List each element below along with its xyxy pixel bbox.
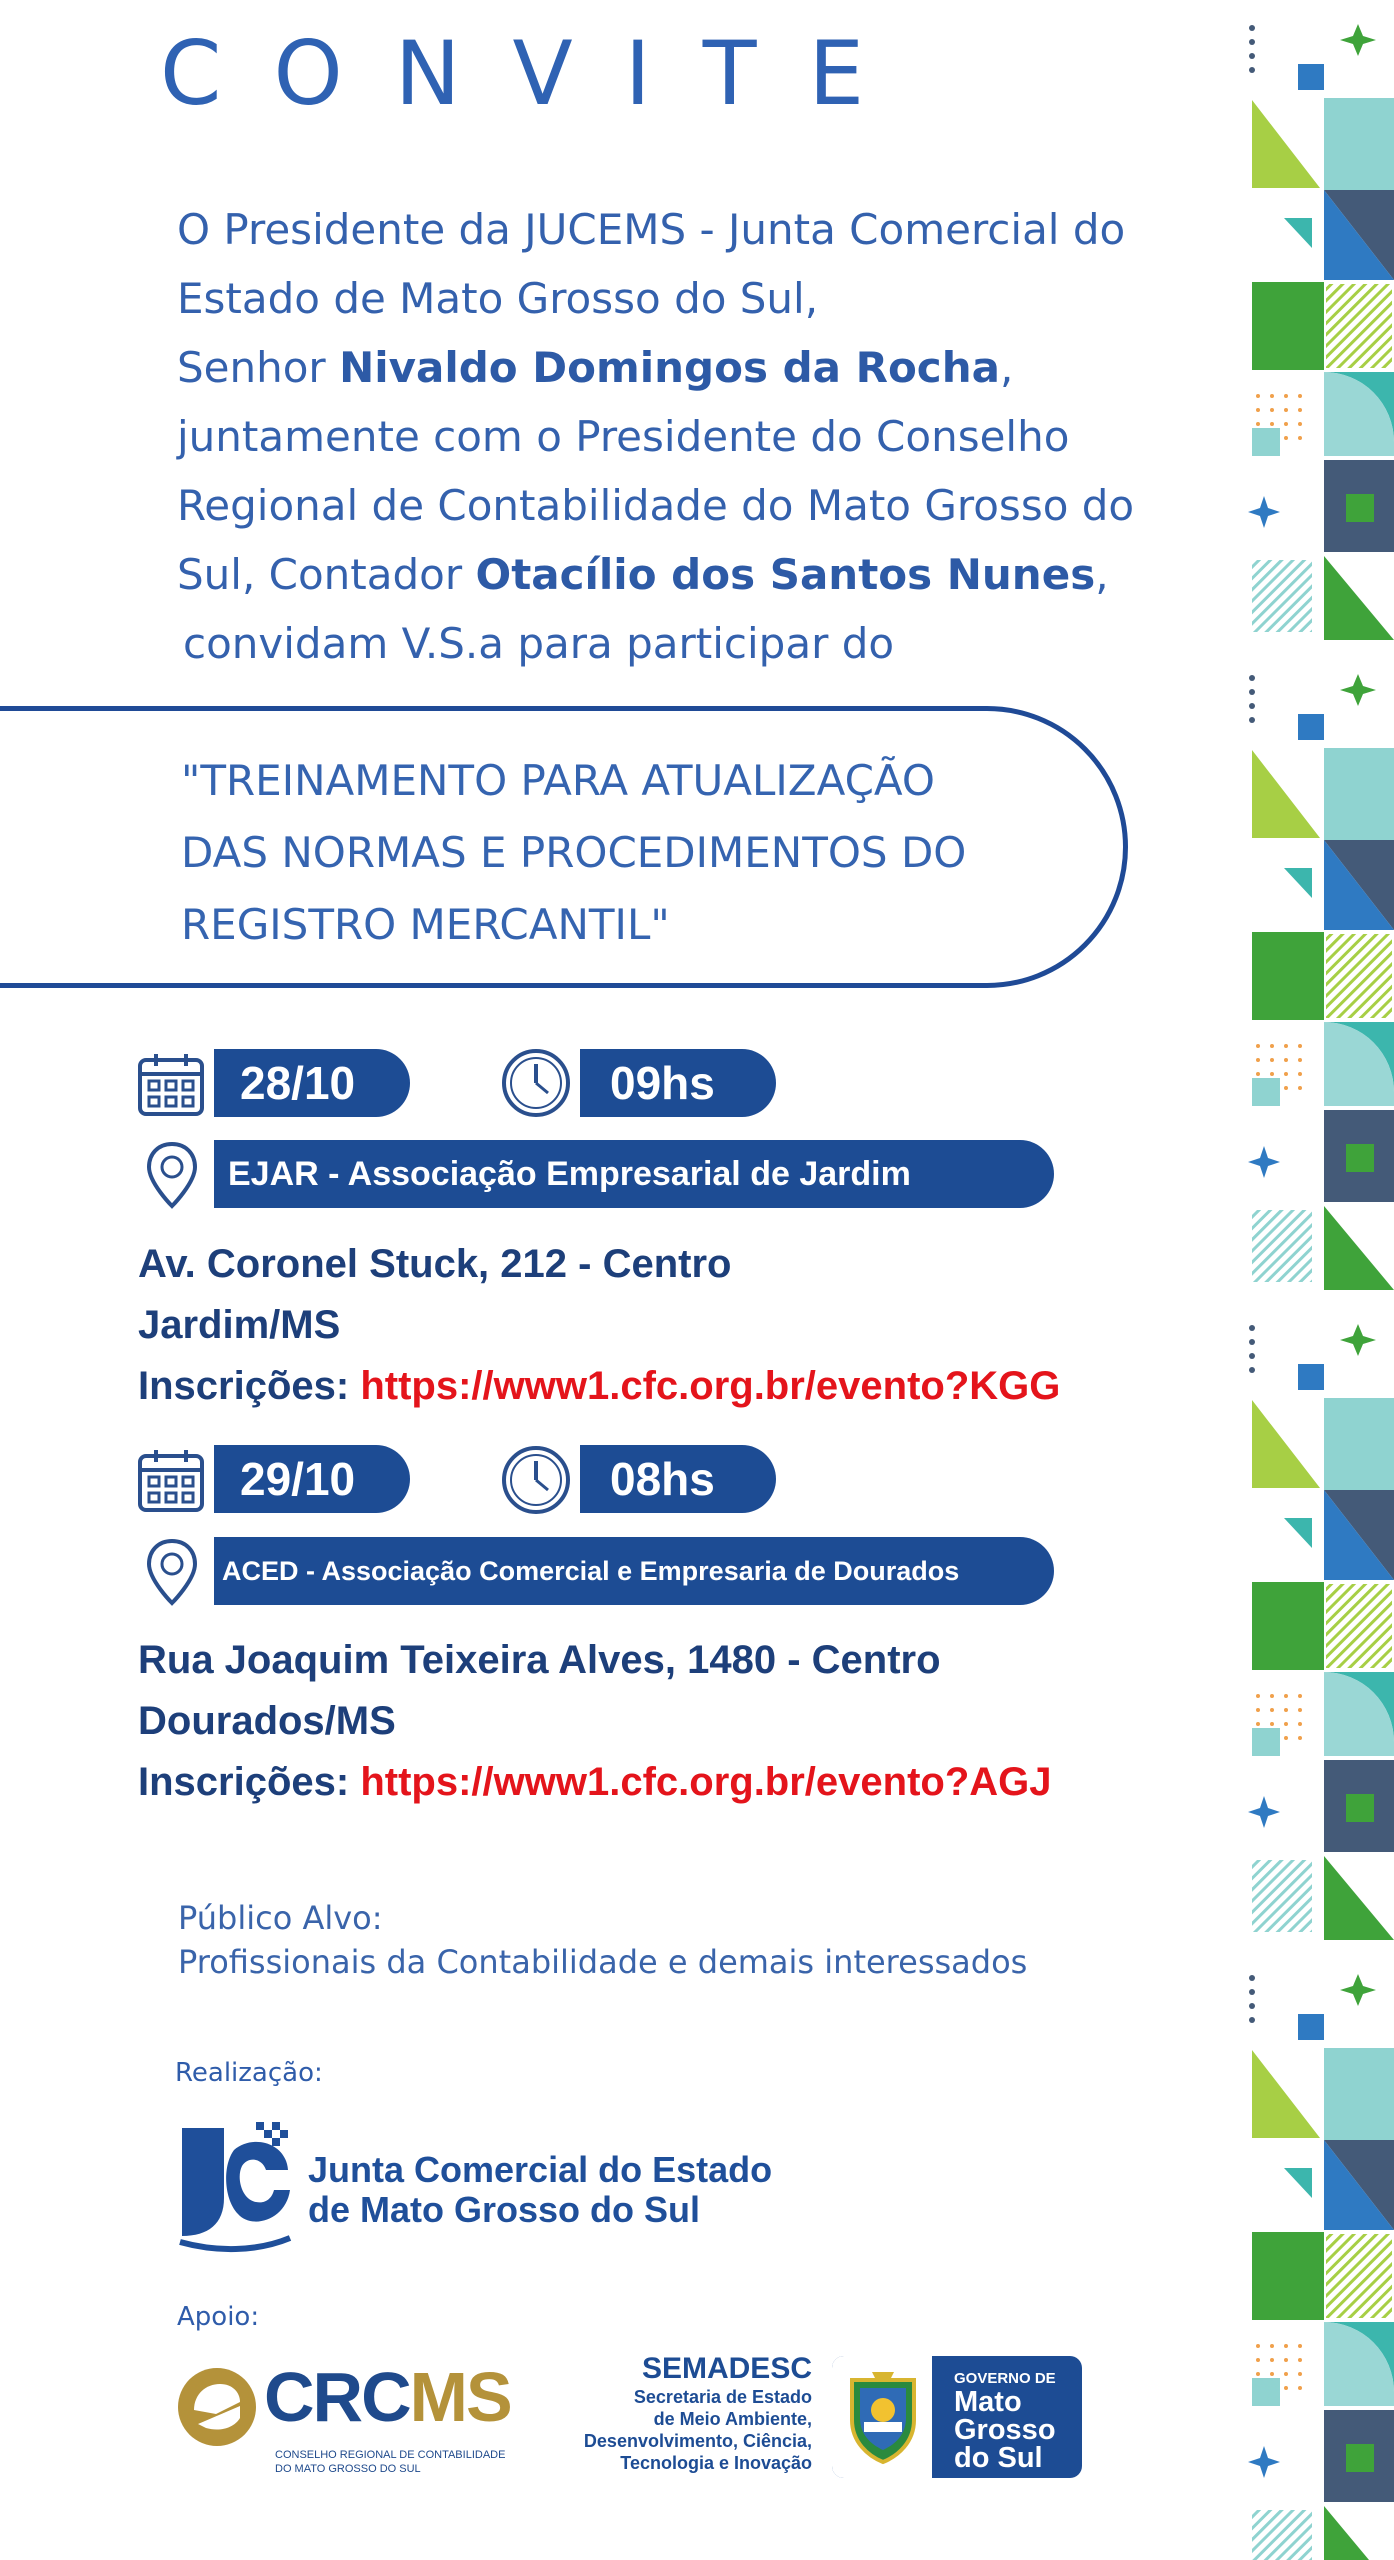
org-line: Junta Comercial do Estado [308,2149,773,2190]
event-venue-badge: ACED - Associação Comercial e Empresaria de Dourados [214,1537,1054,1605]
target-audience [178,1896,1027,1984]
address-line: Av. Coronel Stuck, 212 - Centro [138,1242,732,1286]
jucems-president-name: Nivaldo Domingos da Rocha [339,343,1000,392]
calendar-icon [136,1446,206,1520]
registration-link[interactable]: https://www1.cfc.org.br/evento?KGG [360,1364,1061,1408]
semadesc-title: SEMADESC [641,2352,812,2385]
training-line: "TREINAMENTO PARA ATUALIZAÇÃO [181,756,935,805]
city-line: Jardim/MS [138,1303,341,1347]
governo-text [954,2370,1056,2472]
ms-text: MS [409,2358,511,2436]
crcms-logo-icon [176,2366,258,2452]
audience-value: Profissionais da Contabilidade e demais interessados [178,1943,1028,1981]
intro-text [177,195,1207,678]
semadesc-line: Secretaria de Estado [633,2387,812,2407]
gov-line: do Sul [954,2442,1043,2474]
realizacao-label: Realização: [175,2058,323,2088]
event-address [138,1630,1052,1813]
org-line: de Mato Grosso do Sul [308,2189,701,2230]
city-line: Dourados/MS [138,1699,396,1743]
crc-president-name: Otacílio dos Santos Nunes [475,550,1096,599]
semadesc-line: de Meio Ambiente, [653,2409,812,2429]
event-date-badge: 28/10 [214,1049,410,1117]
crcms-subtitle [275,2448,505,2476]
training-title [181,745,966,961]
semadesc-text [560,2352,812,2474]
registration-label: Inscrições: [138,1364,361,1408]
event-time-badge: 09hs [580,1049,776,1117]
intro-fragment: , [1095,550,1109,599]
registration-line [138,1752,1052,1813]
location-pin-icon [144,1140,200,1214]
gov-line: GOVERNO DE [954,2370,1056,2387]
governo-ms-logo [832,2356,1082,2478]
intro-fragment: , [999,343,1014,392]
intro-fragment: Sul, Contador [177,550,476,599]
jucems-name [308,2150,772,2230]
intro-line: Estado de Mato Grosso do Sul, [177,274,819,323]
gov-line: Mato [954,2386,1022,2418]
event-time-badge: 08hs [580,1445,776,1513]
location-pin-icon [144,1537,200,1611]
address-line: Rua Joaquim Teixeira Alves, 1480 - Centro [138,1638,941,1682]
training-line: DAS NORMAS E PROCEDIMENTOS DO [181,828,967,877]
crc-text: CRC [264,2358,410,2436]
decorative-pattern [1240,0,1394,2560]
gov-line: Grosso [954,2414,1056,2446]
intro-line: O Presidente da JUCEMS - Junta Comercial do [177,205,1126,254]
intro-line [177,540,1207,609]
clock-icon [500,1444,572,1520]
intro-line: Regional de Contabilidade do Mato Grosso do [177,481,1135,530]
calendar-icon [136,1050,206,1124]
intro-line: juntamente com o Presidente do Conselho [177,412,1070,461]
intro-fragment: Senhor [177,343,340,392]
page-title: CONVITE [160,22,917,125]
semadesc-line: Desenvolvimento, Ciência, [583,2431,812,2451]
event-venue-badge: EJAR - Associação Empresarial de Jardim [214,1140,1054,1208]
registration-label: Inscrições: [138,1760,361,1804]
registration-line [138,1356,1060,1417]
crcms-sub-line: DO MATO GROSSO DO SUL [275,2463,421,2475]
apoio-label: Apoio: [177,2302,260,2332]
coat-of-arms-icon [842,2370,924,2470]
intro-line [177,333,1207,402]
event-address [138,1234,1060,1417]
event-date-badge: 29/10 [214,1445,410,1513]
jucems-logo [176,2120,294,2264]
training-line: REGISTRO MERCANTIL" [181,900,670,949]
crcms-sub-line: CONSELHO REGIONAL DE CONTABILIDADE [275,2449,506,2461]
intro-line: convidam V.S.a para participar do [183,619,895,668]
crcms-wordmark [264,2358,511,2436]
semadesc-line: Tecnologia e Inovação [620,2453,812,2473]
registration-link[interactable]: https://www1.cfc.org.br/evento?AGJ [360,1760,1052,1804]
clock-icon [500,1047,572,1123]
audience-label: Público Alvo: [178,1899,383,1937]
